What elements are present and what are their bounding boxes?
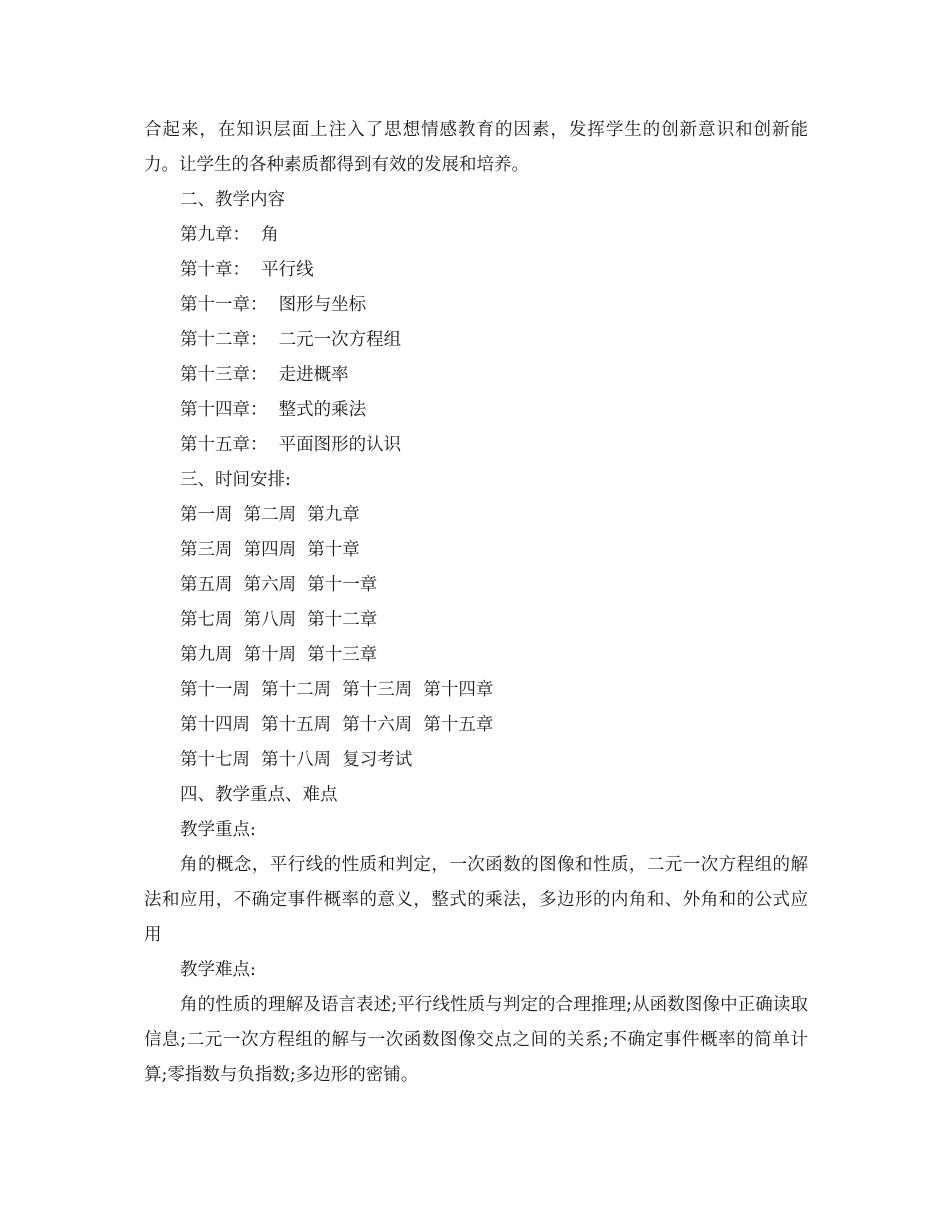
section-heading-content: 二、教学内容 [180,190,285,210]
chapter-item: 第十四章： 整式的乘法 [180,400,367,420]
difficulties-label: 教学难点: [180,960,256,980]
schedule-item: 第十七周 第十八周 复习考试 [180,750,413,770]
schedule-item: 第九周 第十周 第十三章 [180,645,378,665]
chapter-item: 第十三章： 走进概率 [180,365,349,385]
schedule-item: 第七周 第八周 第十二章 [180,610,378,630]
chapter-item: 第十一章： 图形与坐标 [180,295,367,315]
schedule-item: 第三周 第四周 第十章 [180,540,360,560]
schedule-item: 第十一周 第十二周 第十三周 第十四章 [180,680,494,700]
section-heading-focus: 四、教学重点、难点 [180,785,338,805]
schedule-item: 第十四周 第十五周 第十六周 第十五章 [180,715,494,735]
schedule-item: 第一周 第二周 第九章 [180,505,360,525]
schedule-item: 第五周 第六周 第十一章 [180,575,378,595]
key-points-paragraph: 角的概念，平行线的性质和判定，一次函数的图像和性质，二元一次方程组的解法和应用，不确定事件概率的意义，整式的乘法，多边形的内角和、外角和的公式应用 [144,855,808,945]
chapter-item: 第十二章： 二元一次方程组 [180,330,402,350]
difficulties-paragraph: 角的性质的理解及语言表述;平行线性质与判定的合理推理;从函数图像中正确读取信息;二元一次方程组的解与一次函数图像交点之间的关系;不确定事件概率的简单计算;零指数与负指数;多边形的密铺。 [144,995,808,1085]
document-body [144,113,808,1093]
chapter-item: 第十章： 平行线 [180,260,314,280]
section-heading-schedule: 三、时间安排: [180,470,291,490]
intro-paragraph: 合起来，在知识层面上注入了思想情感教育的因素，发挥学生的创新意识和创新能力。让学生的各种素质都得到有效的发展和培养。 [144,120,808,175]
key-points-label: 教学重点: [180,820,256,840]
chapter-item: 第九章： 角 [180,225,279,245]
chapter-item: 第十五章： 平面图形的认识 [180,435,402,455]
